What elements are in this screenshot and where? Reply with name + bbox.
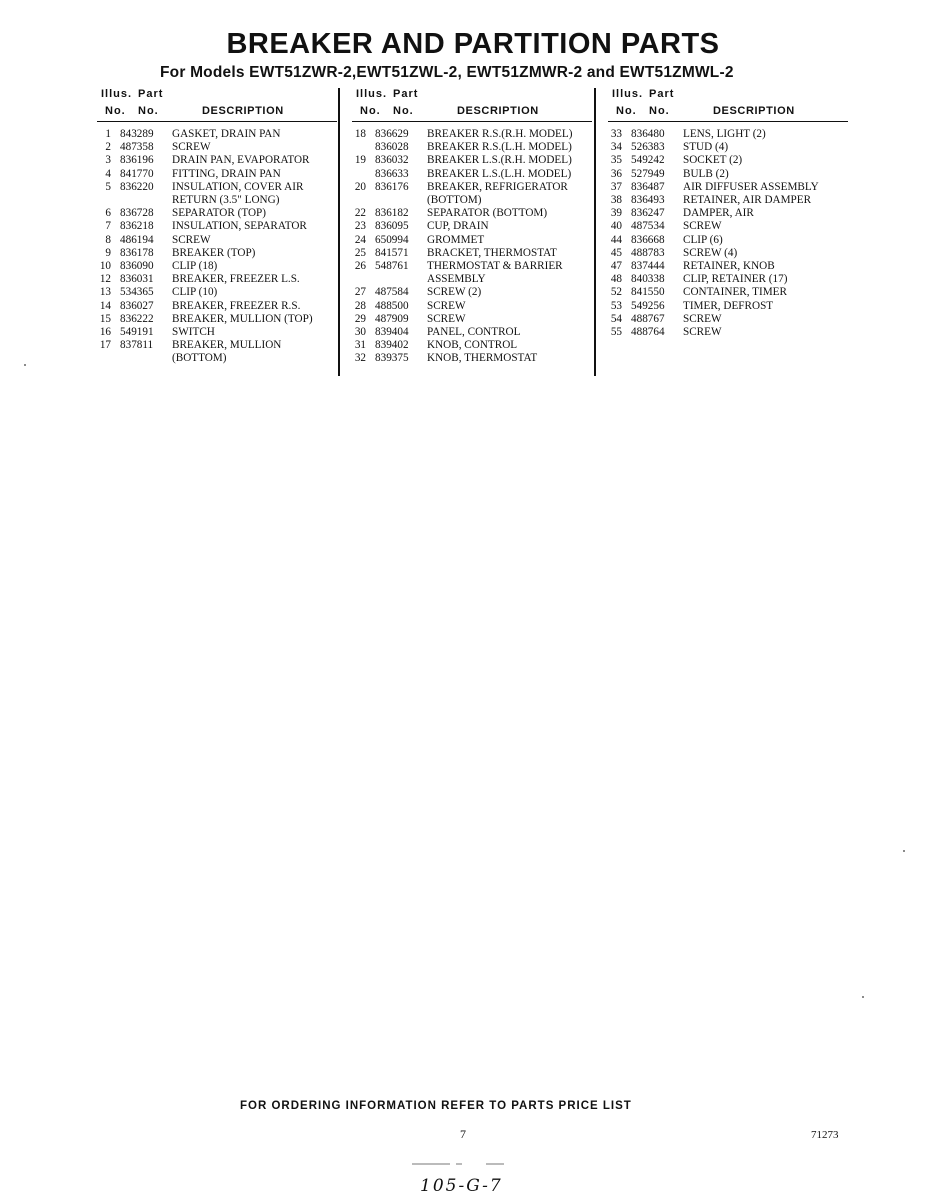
part-number: 488767 bbox=[631, 312, 665, 325]
illus-number: 52 bbox=[610, 286, 622, 299]
part-row bbox=[608, 181, 848, 194]
illus-number: 3 bbox=[105, 154, 111, 167]
illus-number: 14 bbox=[99, 299, 111, 312]
part-number: 836247 bbox=[631, 207, 665, 220]
part-row bbox=[608, 247, 848, 260]
part-description: STUD (4) bbox=[683, 141, 729, 154]
illus-number: 29 bbox=[354, 312, 366, 325]
part-description: GROMMET bbox=[427, 233, 485, 246]
part-row bbox=[352, 207, 592, 220]
part-description: SOCKET (2) bbox=[683, 154, 743, 167]
header-illus: Illus. bbox=[356, 88, 388, 100]
part-description: BREAKER, MULLION bbox=[172, 339, 282, 352]
part-row bbox=[608, 220, 848, 233]
illus-number: 55 bbox=[610, 326, 622, 339]
part-number: 836668 bbox=[631, 233, 665, 246]
illus-number: 15 bbox=[99, 312, 111, 325]
illus-number: 47 bbox=[610, 260, 622, 273]
header-illus: Illus. bbox=[101, 88, 133, 100]
part-description: BULB (2) bbox=[683, 167, 729, 180]
part-number: 839404 bbox=[375, 326, 409, 339]
illus-number: 40 bbox=[610, 220, 622, 233]
part-row bbox=[97, 207, 337, 220]
part-number: 836629 bbox=[375, 128, 409, 140]
part-row bbox=[97, 141, 337, 154]
page-title: BREAKER AND PARTITION PARTS bbox=[226, 28, 720, 60]
part-description: SCREW (2) bbox=[427, 286, 482, 299]
column-divider bbox=[338, 88, 340, 376]
part-row bbox=[608, 141, 848, 154]
part-row bbox=[608, 326, 848, 339]
part-number: 836095 bbox=[375, 220, 409, 233]
parts-list bbox=[97, 128, 337, 366]
header-illus-no: No. bbox=[105, 105, 126, 117]
illus-number: 25 bbox=[354, 246, 366, 259]
part-number: 836633 bbox=[375, 167, 409, 180]
speck bbox=[903, 850, 905, 852]
part-description: INSULATION, COVER AIR bbox=[172, 180, 304, 193]
parts-list bbox=[352, 128, 592, 366]
part-row bbox=[97, 154, 337, 167]
part-description: DAMPER, AIR bbox=[683, 207, 754, 220]
illus-number: 31 bbox=[354, 339, 366, 352]
ordering-info-footer: FOR ORDERING INFORMATION REFER TO PARTS PRICE LIST bbox=[240, 1100, 632, 1112]
part-row bbox=[352, 194, 592, 207]
part-number: 549242 bbox=[631, 154, 665, 167]
part-description: BREAKER, MULLION (TOP) bbox=[172, 312, 313, 325]
illus-number: 33 bbox=[610, 128, 622, 140]
speck bbox=[862, 996, 864, 998]
models-subtitle: For Models EWT51ZWR-2,EWT51ZWL-2, EWT51ZMWR-2 and EWT51ZMWL-2 bbox=[160, 64, 734, 81]
illus-number: 5 bbox=[105, 180, 111, 193]
illus-number: 34 bbox=[610, 141, 622, 154]
part-row bbox=[97, 286, 337, 299]
part-number: 836027 bbox=[120, 299, 154, 312]
part-row bbox=[608, 273, 848, 286]
part-number: 549256 bbox=[631, 299, 665, 312]
part-number: 487909 bbox=[375, 312, 409, 325]
part-row bbox=[352, 273, 592, 286]
illus-number: 24 bbox=[354, 233, 366, 246]
part-description: BREAKER R.S.(L.H. MODEL) bbox=[427, 141, 572, 154]
part-row bbox=[97, 220, 337, 233]
part-row bbox=[352, 286, 592, 299]
part-description: BREAKER, FREEZER R.S. bbox=[172, 299, 301, 312]
part-row bbox=[608, 234, 848, 247]
part-row bbox=[352, 260, 592, 273]
part-number: 836493 bbox=[631, 194, 665, 207]
part-description: (BOTTOM) bbox=[427, 194, 482, 207]
part-row bbox=[608, 128, 848, 141]
header-part: Part bbox=[393, 88, 419, 100]
header-part-no: No. bbox=[393, 105, 414, 117]
part-number: 527949 bbox=[631, 167, 665, 180]
part-row bbox=[97, 326, 337, 339]
header-part: Part bbox=[649, 88, 675, 100]
part-description: TIMER, DEFROST bbox=[683, 299, 774, 312]
part-number: 836220 bbox=[120, 180, 154, 193]
part-number: 534365 bbox=[120, 286, 154, 299]
part-row bbox=[352, 220, 592, 233]
illus-number: 53 bbox=[610, 299, 622, 312]
part-row bbox=[97, 247, 337, 260]
illus-number: 17 bbox=[99, 339, 111, 352]
part-number: 841550 bbox=[631, 286, 665, 299]
part-description: CONTAINER, TIMER bbox=[683, 286, 787, 299]
column-divider bbox=[594, 88, 596, 376]
part-description: INSULATION, SEPARATOR bbox=[172, 220, 307, 233]
illus-number: 44 bbox=[610, 233, 622, 246]
part-number: 488764 bbox=[631, 326, 665, 339]
part-row bbox=[352, 141, 592, 154]
part-number: 488500 bbox=[375, 299, 409, 312]
speck bbox=[24, 364, 26, 366]
parts-column-1 bbox=[97, 88, 337, 366]
part-number: 839375 bbox=[375, 352, 409, 365]
illus-number: 1 bbox=[105, 128, 111, 140]
parts-list bbox=[608, 128, 848, 339]
illus-number: 45 bbox=[610, 246, 622, 259]
part-description: KNOB, CONTROL bbox=[427, 339, 518, 352]
part-number: 836487 bbox=[631, 180, 665, 193]
part-number: 836031 bbox=[120, 273, 154, 286]
illus-number: 54 bbox=[610, 312, 622, 325]
illus-number: 7 bbox=[105, 220, 111, 233]
part-row bbox=[352, 234, 592, 247]
part-row bbox=[97, 260, 337, 273]
part-number: 841770 bbox=[120, 167, 154, 180]
part-number: 836218 bbox=[120, 220, 154, 233]
part-number: 836728 bbox=[120, 207, 154, 220]
header-description: DESCRIPTION bbox=[457, 105, 539, 117]
part-row bbox=[352, 247, 592, 260]
part-row bbox=[608, 154, 848, 167]
illus-number: 38 bbox=[610, 194, 622, 207]
part-number: 837811 bbox=[120, 339, 154, 352]
part-description: SCREW bbox=[683, 220, 722, 233]
illus-number: 12 bbox=[99, 273, 111, 286]
part-description: CLIP (6) bbox=[683, 233, 723, 246]
illus-number: 36 bbox=[610, 167, 622, 180]
part-row bbox=[97, 273, 337, 286]
part-row bbox=[97, 194, 337, 207]
header-part: Part bbox=[138, 88, 164, 100]
part-row bbox=[352, 352, 592, 365]
part-row bbox=[97, 234, 337, 247]
part-row bbox=[608, 300, 848, 313]
illus-number: 28 bbox=[354, 299, 366, 312]
page-number: 7 bbox=[460, 1127, 466, 1141]
part-number: 836480 bbox=[631, 128, 665, 140]
handwritten-note: 105-G-7 bbox=[420, 1176, 503, 1196]
part-number: 836032 bbox=[375, 154, 409, 167]
part-row bbox=[352, 154, 592, 167]
part-row bbox=[97, 181, 337, 194]
part-description: GASKET, DRAIN PAN bbox=[172, 128, 281, 140]
part-number: 841571 bbox=[375, 246, 409, 259]
column-header bbox=[352, 88, 592, 122]
illus-number: 39 bbox=[610, 207, 622, 220]
part-description: SCREW bbox=[172, 141, 211, 154]
column-header bbox=[608, 88, 848, 122]
part-description: BREAKER L.S.(L.H. MODEL) bbox=[427, 167, 572, 180]
part-description: SCREW bbox=[172, 233, 211, 246]
illus-number: 4 bbox=[105, 167, 111, 180]
header-illus-no: No. bbox=[616, 105, 637, 117]
parts-column-2 bbox=[352, 88, 592, 366]
part-description: (BOTTOM) bbox=[172, 352, 227, 365]
part-row bbox=[352, 168, 592, 181]
part-description: RETAINER, AIR DAMPER bbox=[683, 194, 812, 207]
part-number: 836182 bbox=[375, 207, 409, 220]
part-description: CLIP, RETAINER (17) bbox=[683, 273, 788, 286]
part-number: 526383 bbox=[631, 141, 665, 154]
part-description: SEPARATOR (BOTTOM) bbox=[427, 207, 548, 220]
part-description: BREAKER, REFRIGERATOR bbox=[427, 180, 568, 193]
part-description: SCREW bbox=[427, 312, 466, 325]
document-number: 71273 bbox=[811, 1129, 839, 1141]
illus-number: 8 bbox=[105, 233, 111, 246]
illus-number: 37 bbox=[610, 180, 622, 193]
part-description: DRAIN PAN, EVAPORATOR bbox=[172, 154, 310, 167]
part-number: 836028 bbox=[375, 141, 409, 154]
part-number: 486194 bbox=[120, 233, 154, 246]
part-number: 650994 bbox=[375, 233, 409, 246]
part-row bbox=[352, 128, 592, 141]
part-description: FITTING, DRAIN PAN bbox=[172, 167, 281, 180]
part-number: 840338 bbox=[631, 273, 665, 286]
part-row bbox=[97, 168, 337, 181]
part-description: CLIP (18) bbox=[172, 260, 218, 273]
illus-number: 32 bbox=[354, 352, 366, 365]
part-description: PANEL, CONTROL bbox=[427, 326, 521, 339]
part-row bbox=[608, 286, 848, 299]
illus-number: 18 bbox=[354, 128, 366, 140]
part-description: SCREW bbox=[683, 312, 722, 325]
illus-number: 48 bbox=[610, 273, 622, 286]
illus-number: 13 bbox=[99, 286, 111, 299]
part-row bbox=[97, 352, 337, 365]
header-description: DESCRIPTION bbox=[713, 105, 795, 117]
part-number: 836090 bbox=[120, 260, 154, 273]
header-illus-no: No. bbox=[360, 105, 381, 117]
part-description: SWITCH bbox=[172, 326, 215, 339]
column-header bbox=[97, 88, 337, 122]
illus-number: 16 bbox=[99, 326, 111, 339]
part-number: 836178 bbox=[120, 246, 154, 259]
part-row bbox=[352, 300, 592, 313]
part-number: 836222 bbox=[120, 312, 154, 325]
part-description: BREAKER L.S.(R.H. MODEL) bbox=[427, 154, 572, 167]
header-description: DESCRIPTION bbox=[202, 105, 284, 117]
illus-number: 9 bbox=[105, 246, 111, 259]
part-number: 836196 bbox=[120, 154, 154, 167]
illus-number: 27 bbox=[354, 286, 366, 299]
part-number: 487584 bbox=[375, 286, 409, 299]
part-number: 548761 bbox=[375, 260, 409, 273]
part-number: 839402 bbox=[375, 339, 409, 352]
part-description: RETURN (3.5" LONG) bbox=[172, 194, 280, 207]
part-description: SCREW bbox=[683, 326, 722, 339]
part-row bbox=[608, 207, 848, 220]
part-number: 488783 bbox=[631, 246, 665, 259]
illus-number: 19 bbox=[354, 154, 366, 167]
illus-number: 20 bbox=[354, 180, 366, 193]
part-description: LENS, LIGHT (2) bbox=[683, 128, 766, 140]
part-description: CUP, DRAIN bbox=[427, 220, 489, 233]
part-row bbox=[97, 128, 337, 141]
part-row bbox=[608, 313, 848, 326]
part-row bbox=[97, 339, 337, 352]
part-description: BREAKER, FREEZER L.S. bbox=[172, 273, 300, 286]
part-number: 843289 bbox=[120, 128, 154, 140]
pencil-scribble bbox=[410, 1162, 506, 1166]
part-row bbox=[608, 260, 848, 273]
part-description: BREAKER (TOP) bbox=[172, 246, 256, 259]
part-description: SEPARATOR (TOP) bbox=[172, 207, 266, 220]
part-description: SCREW bbox=[427, 299, 466, 312]
part-number: 487534 bbox=[631, 220, 665, 233]
part-row bbox=[608, 168, 848, 181]
part-description: THERMOSTAT & BARRIER bbox=[427, 260, 563, 273]
parts-column-3 bbox=[608, 88, 848, 339]
part-description: SCREW (4) bbox=[683, 246, 738, 259]
header-part-no: No. bbox=[138, 105, 159, 117]
part-number: 549191 bbox=[120, 326, 154, 339]
illus-number: 26 bbox=[354, 260, 366, 273]
illus-number: 30 bbox=[354, 326, 366, 339]
part-description: CLIP (10) bbox=[172, 286, 218, 299]
part-number: 487358 bbox=[120, 141, 154, 154]
illus-number: 2 bbox=[105, 141, 111, 154]
part-description: RETAINER, KNOB bbox=[683, 260, 775, 273]
part-number: 837444 bbox=[631, 260, 665, 273]
part-row bbox=[352, 339, 592, 352]
header-part-no: No. bbox=[649, 105, 670, 117]
illus-number: 23 bbox=[354, 220, 366, 233]
part-row bbox=[97, 300, 337, 313]
part-row bbox=[97, 313, 337, 326]
illus-number: 35 bbox=[610, 154, 622, 167]
part-description: BREAKER R.S.(R.H. MODEL) bbox=[427, 128, 573, 140]
illus-number: 6 bbox=[105, 207, 111, 220]
header-illus: Illus. bbox=[612, 88, 644, 100]
part-row bbox=[608, 194, 848, 207]
part-description: AIR DIFFUSER ASSEMBLY bbox=[683, 180, 819, 193]
illus-number: 22 bbox=[354, 207, 366, 220]
part-row bbox=[352, 326, 592, 339]
part-description: BRACKET, THERMOSTAT bbox=[427, 246, 557, 259]
illus-number: 10 bbox=[99, 260, 111, 273]
part-description: ASSEMBLY bbox=[427, 273, 486, 286]
part-description: KNOB, THERMOSTAT bbox=[427, 352, 538, 365]
part-number: 836176 bbox=[375, 180, 409, 193]
part-row bbox=[352, 181, 592, 194]
part-row bbox=[352, 313, 592, 326]
